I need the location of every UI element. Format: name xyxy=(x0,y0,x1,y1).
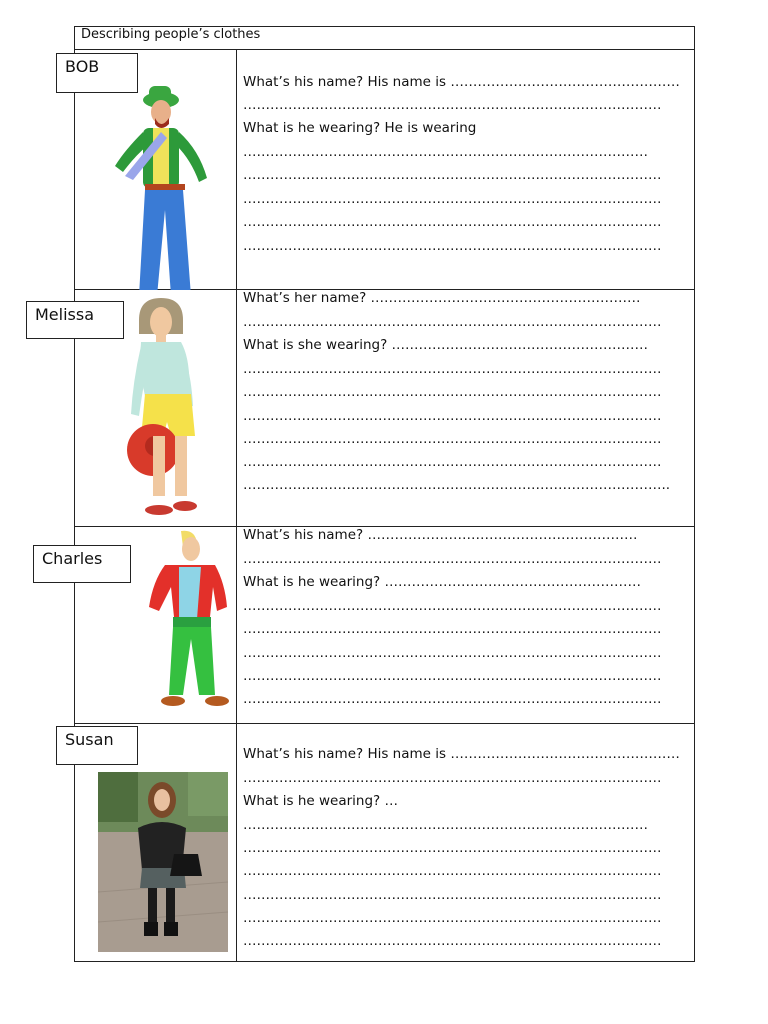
person-row-charles xyxy=(75,527,694,724)
susan-photo xyxy=(98,772,228,952)
worksheet-table xyxy=(74,26,695,962)
answer-line: ………………………………………………………………………………… xyxy=(243,668,662,684)
answer-line: ………………………………………………………………………………… xyxy=(243,431,662,447)
answer-line: ……………………………………………………………………………… xyxy=(243,144,648,160)
answer-line: ………………………………………………………………………………… xyxy=(243,645,662,661)
charles-text-cell xyxy=(237,527,694,723)
melissa-text-cell xyxy=(237,290,694,526)
question-line: What is he wearing? He is wearing xyxy=(243,120,477,136)
question-line: What’s his name? His name is …………………………………………… xyxy=(243,74,680,90)
question-line: What is he wearing? … xyxy=(243,793,398,809)
person-row-melissa xyxy=(75,290,694,527)
answer-line: ………………………………………………………………………………… xyxy=(243,454,662,470)
person-row-susan xyxy=(75,724,694,961)
answer-line: ………………………………………………………………………………… xyxy=(243,598,662,614)
question-line: What’s his name? …………………………………………………… xyxy=(243,527,638,543)
answer-line: ………………………………………………………………………………… xyxy=(243,167,662,183)
answer-line: ………………………………………………………………………………… xyxy=(243,238,662,254)
person-row-bob xyxy=(75,50,694,290)
question-line: What’s his name? His name is …………………………………………… xyxy=(243,746,680,762)
name-box-melissa: Melissa xyxy=(26,301,124,339)
answer-line: ………………………………………………………………………………… xyxy=(243,97,662,113)
answer-line: ……………………………………………………………………………… xyxy=(243,817,648,833)
answer-line: ………………………………………………………………………………… xyxy=(243,361,662,377)
answer-line: ………………………………………………………………………………… xyxy=(243,840,662,856)
susan-text-cell xyxy=(237,724,694,961)
answer-line: ………………………………………………………………………………… xyxy=(243,408,662,424)
answer-line: ………………………………………………………………………………….. xyxy=(243,477,671,493)
answer-line: ………………………………………………………………………………… xyxy=(243,384,662,400)
worksheet-title: Describing people’s clothes xyxy=(75,27,694,50)
bob-text-cell xyxy=(237,50,694,289)
question-line: What is he wearing? ………………………………………………… xyxy=(243,574,641,590)
answer-line: ………………………………………………………………………………… xyxy=(243,933,662,949)
answer-line: ………………………………………………………………………………… xyxy=(243,314,662,330)
answer-line: ………………………………………………………………………………… xyxy=(243,887,662,903)
answer-line: ………………………………………………………………………………… xyxy=(243,910,662,926)
answer-line: ………………………………………………………………………………… xyxy=(243,551,662,567)
question-line: What is she wearing? ………………………………………………… xyxy=(243,337,649,353)
answer-line: ………………………………………………………………………………… xyxy=(243,191,662,207)
answer-line: ………………………………………………………………………………… xyxy=(243,214,662,230)
name-box-charles: Charles xyxy=(33,545,131,583)
answer-line: ………………………………………………………………………………… xyxy=(243,691,662,707)
name-box-susan: Susan xyxy=(56,726,138,765)
answer-line: ………………………………………………………………………………… xyxy=(243,770,662,786)
answer-line: ………………………………………………………………………………… xyxy=(243,621,662,637)
question-line: What’s her name? …………………………………………………… xyxy=(243,290,641,306)
name-box-bob: BOB xyxy=(56,53,138,93)
answer-line: ………………………………………………………………………………… xyxy=(243,863,662,879)
